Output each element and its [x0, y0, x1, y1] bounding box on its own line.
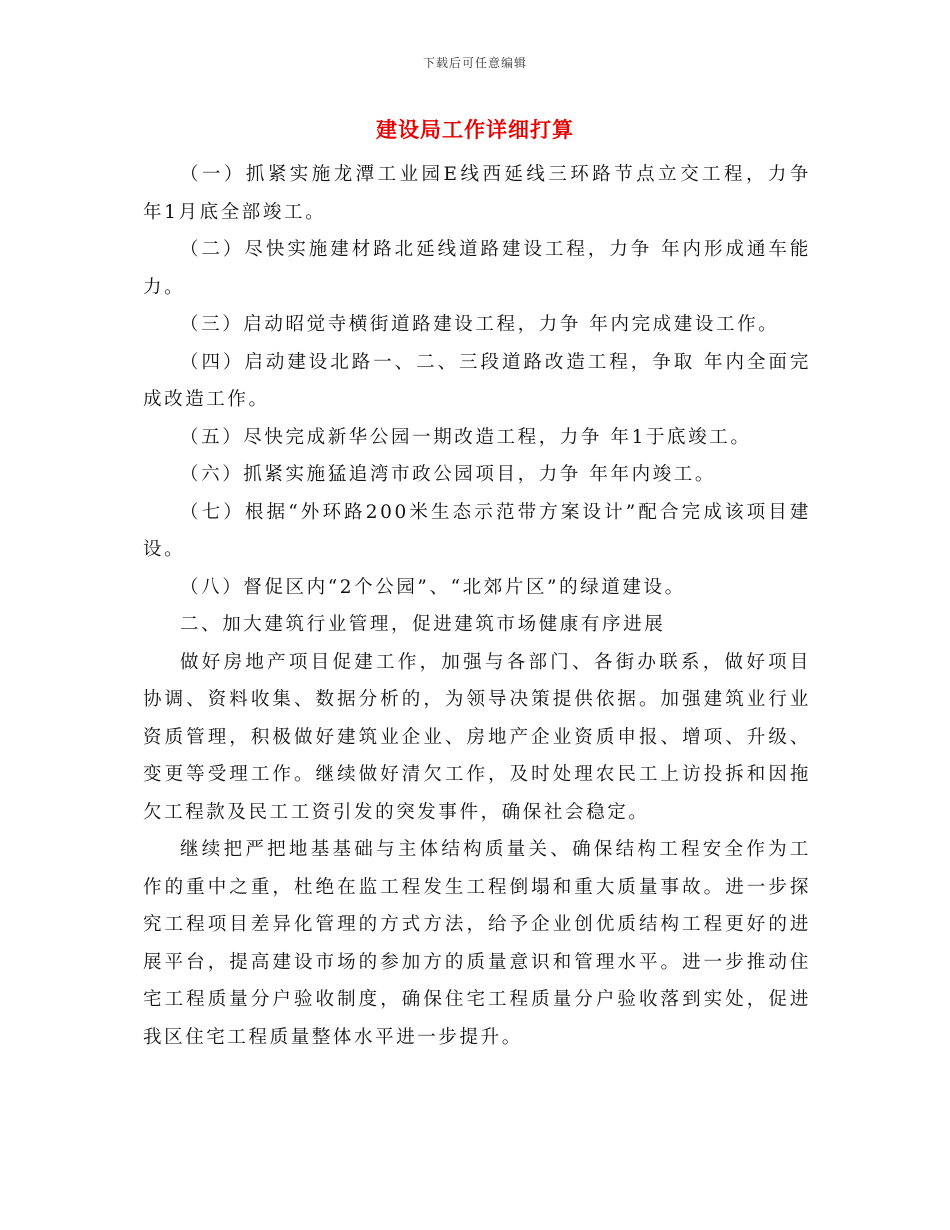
paragraph-item-1: （一）抓紧实施龙潭工业园E线西延线三环路节点立交工程，力争 年1月底全部竣工。: [143, 164, 811, 223]
paragraph-item-4: （四）启动建设北路一、二、三段道路改造工程，争取 年内全面完成改造工作。: [143, 351, 811, 410]
section-heading-2: 二、加大建筑行业管理，促进建筑市场健康有序进展: [180, 614, 666, 635]
paragraph-item-7: （七）根据“外环路200米生态示范带方案设计”配合完成该项目建设。: [143, 501, 811, 560]
paragraph-item-6: （六）抓紧实施猛追湾市政公园项目，力争 年年内竣工。: [180, 464, 716, 485]
paragraph-item-8: （八）督促区内“2个公园”、“北郊片区”的绿道建设。: [180, 576, 686, 598]
paragraph-item-2: （二）尽快实施建材路北延线道路建设工程，力争 年内形成通车能力。: [143, 239, 811, 298]
document-title: 建设局工作详细打算: [376, 117, 574, 142]
paragraph-item-3: （三）启动昭觉寺横街道路建设工程，力争 年内完成建设工作。: [180, 314, 780, 335]
paragraph-quality: 继续把严把地基基础与主体结构质量关、确保结构工程安全作为工作的重中之重，杜绝在监工程发生工程倒塌和重大质量事故。进一步探究工程项目差异化管理的方式方法，给予企业创优质结构工程更好的进展平台，提高建设市场的参加方的质量意识和管理水平。进一步推动住宅工程质量分户验收制度，确保住宅工程质量分户验收落到实处，促进我区住宅工程质量整体水平进一步提升。: [143, 839, 811, 1048]
page-header-note: 下载后可任意编辑: [422, 56, 527, 70]
document-body: [143, 156, 811, 1056]
paragraph-real-estate: 做好房地产项目促建工作，加强与各部门、各街办联系，做好项目协调、资料收集、数据分析的，为领导决策提供依据。加强建筑业行业资质管理，积极做好建筑业企业、房地产企业资质申报、增项、升级、变更等受理工作。继续做好清欠工作，及时处理农民工上访投拆和因拖欠工程款及民工工资引发的突发事件，确保社会稳定。: [143, 651, 811, 823]
paragraph-item-5: （五）尽快完成新华公园一期改造工程，力争 年1于底竣工。: [180, 426, 752, 448]
